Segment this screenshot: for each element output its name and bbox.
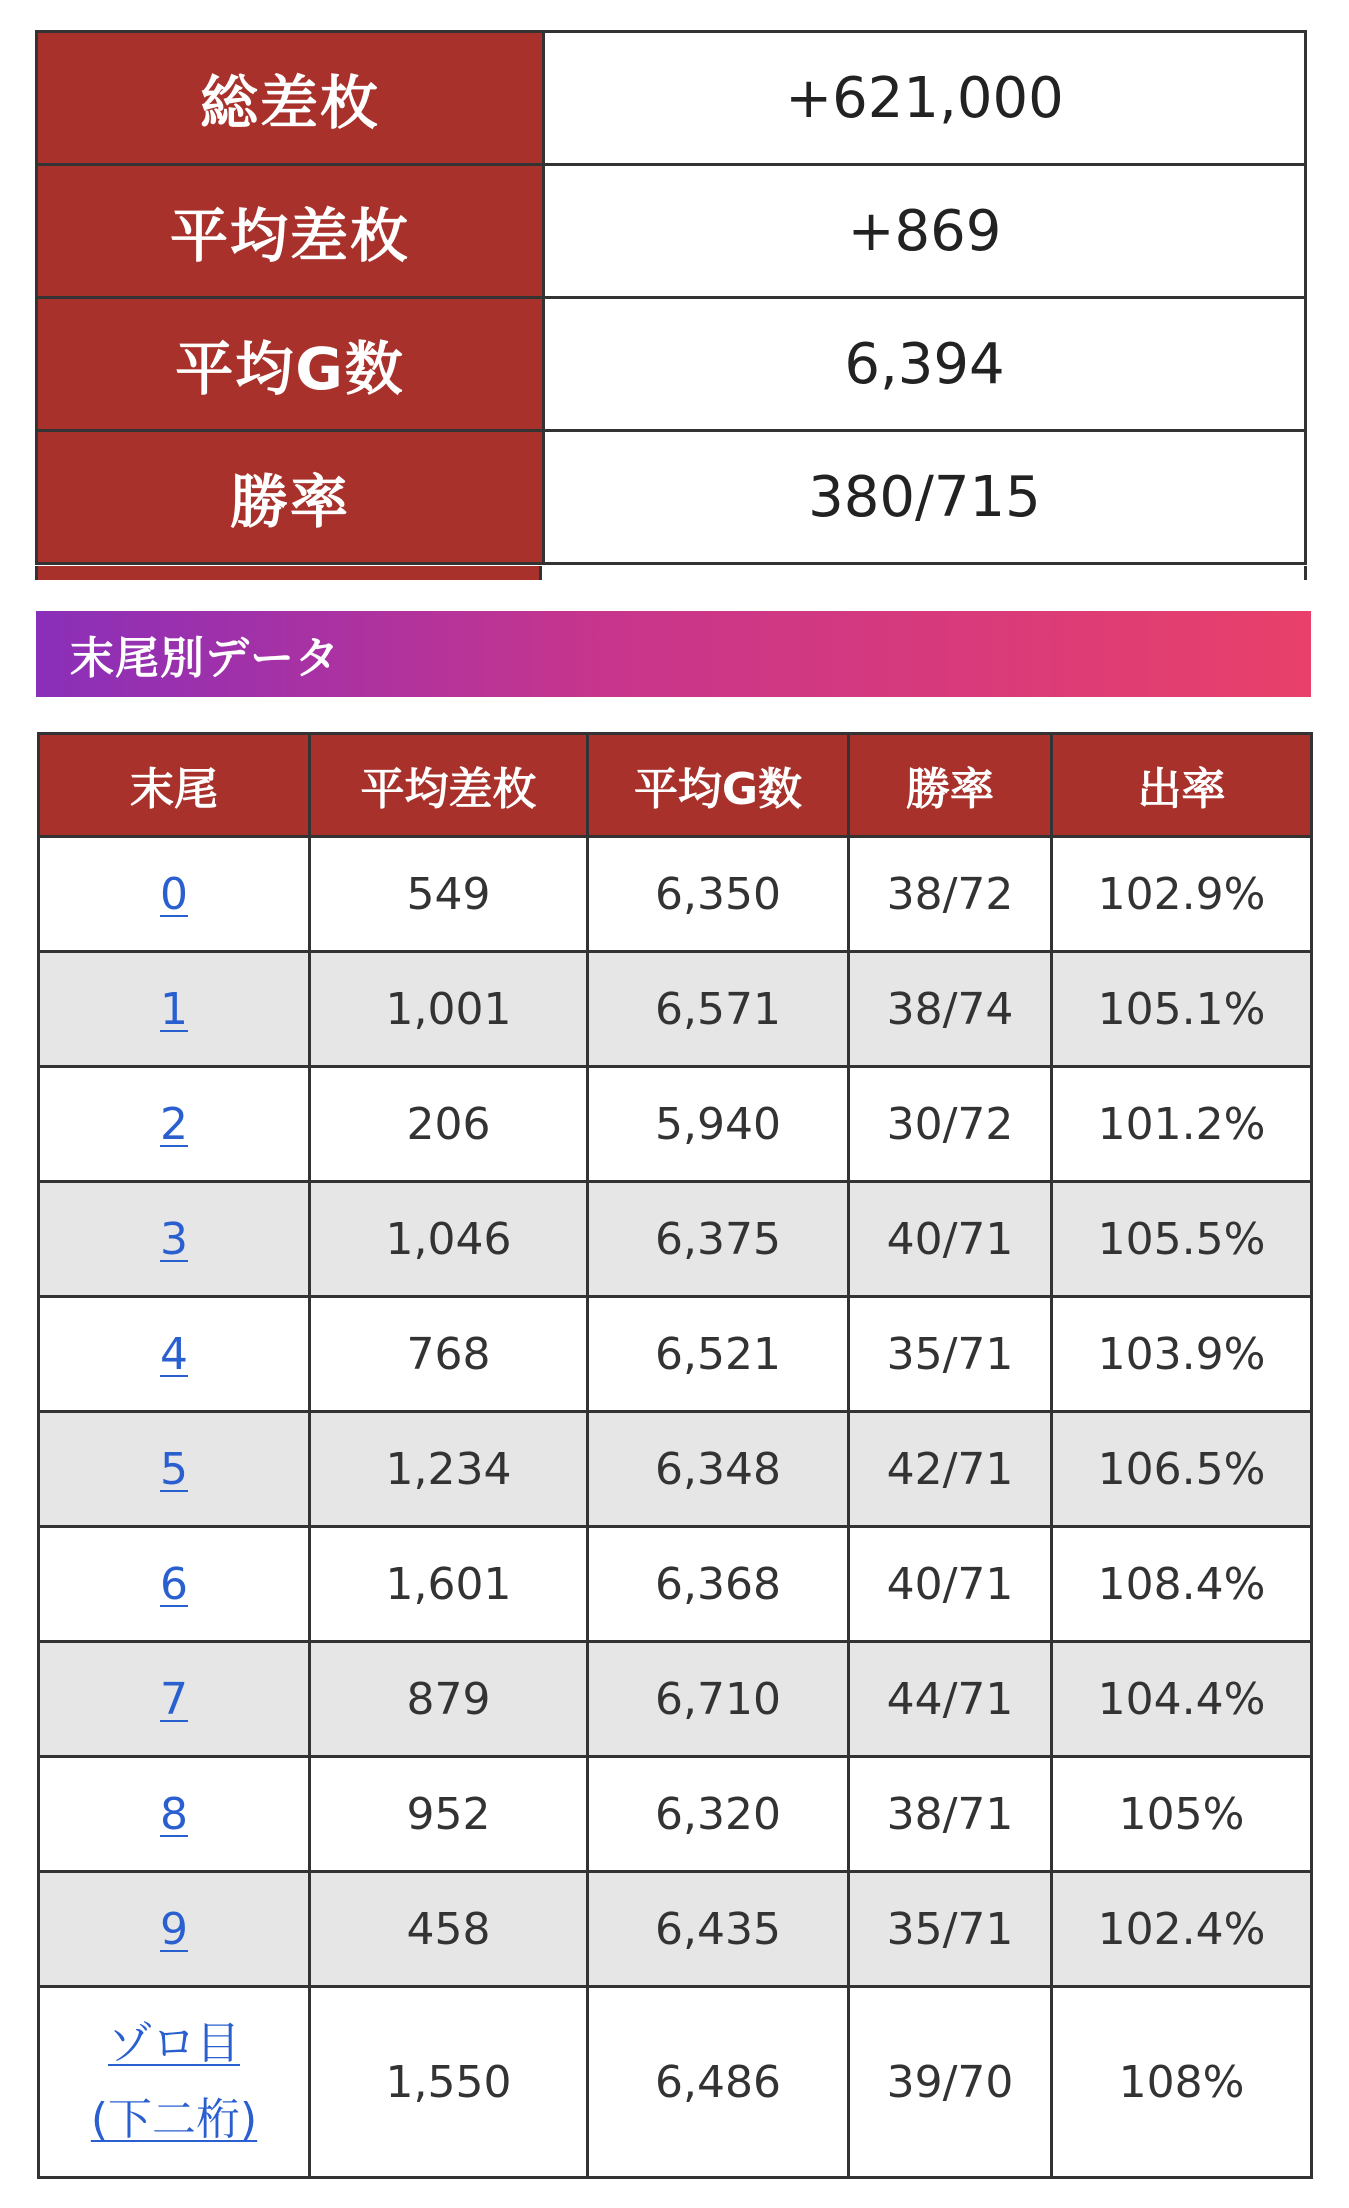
table-row (39, 952, 1312, 1067)
avg-games-cell: 6,368 (588, 1527, 849, 1642)
avg-games-cell: 6,571 (588, 952, 849, 1067)
avg-diff-cell: 879 (310, 1642, 588, 1757)
payout-cell: 104.4% (1052, 1642, 1312, 1757)
suffix-data-table (37, 732, 1313, 2179)
summary-label: 平均G数 (37, 298, 544, 431)
avg-diff-cell: 952 (310, 1757, 588, 1872)
suffix-link[interactable]: 5 (160, 1443, 188, 1495)
avg-diff-cell: 206 (310, 1067, 588, 1182)
suffix-link[interactable]: 2 (160, 1098, 188, 1150)
avg-diff-cell: 1,001 (310, 952, 588, 1067)
suffix-link[interactable]: 7 (160, 1673, 188, 1725)
summary-row-total-diff (37, 32, 1306, 165)
table-row (39, 1182, 1312, 1297)
suffix-cell (39, 837, 310, 952)
table-row (39, 1527, 1312, 1642)
avg-games-cell: 6,348 (588, 1412, 849, 1527)
summary-value: 6,394 (544, 298, 1306, 431)
avg-diff-cell: 1,234 (310, 1412, 588, 1527)
avg-diff-cell: 549 (310, 837, 588, 952)
table-row (39, 1987, 1312, 2178)
payout-cell: 105.5% (1052, 1182, 1312, 1297)
avg-games-cell: 6,521 (588, 1297, 849, 1412)
summary-row-avg-diff (37, 165, 1306, 298)
suffix-cell (39, 1527, 310, 1642)
column-header-avg-diff: 平均差枚 (310, 734, 588, 837)
avg-diff-cell: 1,601 (310, 1527, 588, 1642)
avg-games-cell: 6,710 (588, 1642, 849, 1757)
suffix-cell (39, 952, 310, 1067)
avg-diff-cell: 1,550 (310, 1987, 588, 2178)
suffix-link[interactable]: 0 (160, 868, 188, 920)
table-row (39, 1757, 1312, 1872)
column-header-suffix: 末尾 (39, 734, 310, 837)
table-row (39, 1297, 1312, 1412)
suffix-cell (39, 1297, 310, 1412)
column-header-avg-games: 平均G数 (588, 734, 849, 837)
avg-games-cell: 6,375 (588, 1182, 849, 1297)
column-header-win-rate: 勝率 (849, 734, 1052, 837)
table-row (39, 1412, 1312, 1527)
win-rate-cell: 35/71 (849, 1872, 1052, 1987)
suffix-link[interactable]: 4 (160, 1328, 188, 1380)
table-row (39, 1642, 1312, 1757)
column-header-payout: 出率 (1052, 734, 1312, 837)
avg-games-cell: 6,350 (588, 837, 849, 952)
suffix-link-zorome-sub[interactable]: (下二桁) (90, 2094, 258, 2145)
win-rate-cell: 38/74 (849, 952, 1052, 1067)
avg-games-cell: 6,435 (588, 1872, 849, 1987)
summary-label: 平均差枚 (37, 165, 544, 298)
payout-cell: 105% (1052, 1757, 1312, 1872)
avg-diff-cell: 1,046 (310, 1182, 588, 1297)
suffix-link-zorome[interactable]: ゾロ目 (108, 2018, 240, 2069)
win-rate-cell: 44/71 (849, 1642, 1052, 1757)
table-row (39, 1872, 1312, 1987)
suffix-cell (39, 1987, 310, 2178)
avg-games-cell: 6,320 (588, 1757, 849, 1872)
payout-cell: 102.4% (1052, 1872, 1312, 1987)
table-row (39, 837, 1312, 952)
suffix-link[interactable]: 3 (160, 1213, 188, 1265)
win-rate-cell: 40/71 (849, 1527, 1052, 1642)
table-header-row (39, 734, 1312, 837)
win-rate-cell: 39/70 (849, 1987, 1052, 2178)
section-header-suffix-data (36, 611, 1311, 697)
win-rate-cell: 35/71 (849, 1297, 1052, 1412)
summary-table-cutoff-left (35, 566, 542, 580)
summary-label: 総差枚 (37, 32, 544, 165)
suffix-link[interactable]: 6 (160, 1558, 188, 1610)
summary-value: +621,000 (544, 32, 1306, 165)
summary-table-cutoff-right (542, 566, 1307, 580)
suffix-cell (39, 1412, 310, 1527)
avg-games-cell: 6,486 (588, 1987, 849, 2178)
win-rate-cell: 30/72 (849, 1067, 1052, 1182)
summary-value: +869 (544, 165, 1306, 298)
avg-diff-cell: 768 (310, 1297, 588, 1412)
win-rate-cell: 42/71 (849, 1412, 1052, 1527)
payout-cell: 103.9% (1052, 1297, 1312, 1412)
summary-value: 380/715 (544, 431, 1306, 564)
section-title: 末尾別データ (70, 633, 340, 684)
win-rate-cell: 40/71 (849, 1182, 1052, 1297)
avg-games-cell: 5,940 (588, 1067, 849, 1182)
payout-cell: 106.5% (1052, 1412, 1312, 1527)
table-row (39, 1067, 1312, 1182)
payout-cell: 105.1% (1052, 952, 1312, 1067)
summary-label: 勝率 (37, 431, 544, 564)
payout-cell: 102.9% (1052, 837, 1312, 952)
suffix-link[interactable]: 1 (160, 983, 188, 1035)
win-rate-cell: 38/72 (849, 837, 1052, 952)
suffix-link[interactable]: 9 (160, 1903, 188, 1955)
suffix-link-group (91, 2006, 257, 2158)
payout-cell: 108.4% (1052, 1527, 1312, 1642)
suffix-cell (39, 1642, 310, 1757)
win-rate-cell: 38/71 (849, 1757, 1052, 1872)
suffix-cell (39, 1182, 310, 1297)
avg-diff-cell: 458 (310, 1872, 588, 1987)
suffix-link[interactable]: 8 (160, 1788, 188, 1840)
payout-cell: 101.2% (1052, 1067, 1312, 1182)
summary-row-win-rate (37, 431, 1306, 564)
summary-row-avg-games (37, 298, 1306, 431)
summary-table (35, 30, 1307, 565)
payout-cell: 108% (1052, 1987, 1312, 2178)
suffix-cell (39, 1872, 310, 1987)
suffix-cell (39, 1757, 310, 1872)
suffix-cell (39, 1067, 310, 1182)
